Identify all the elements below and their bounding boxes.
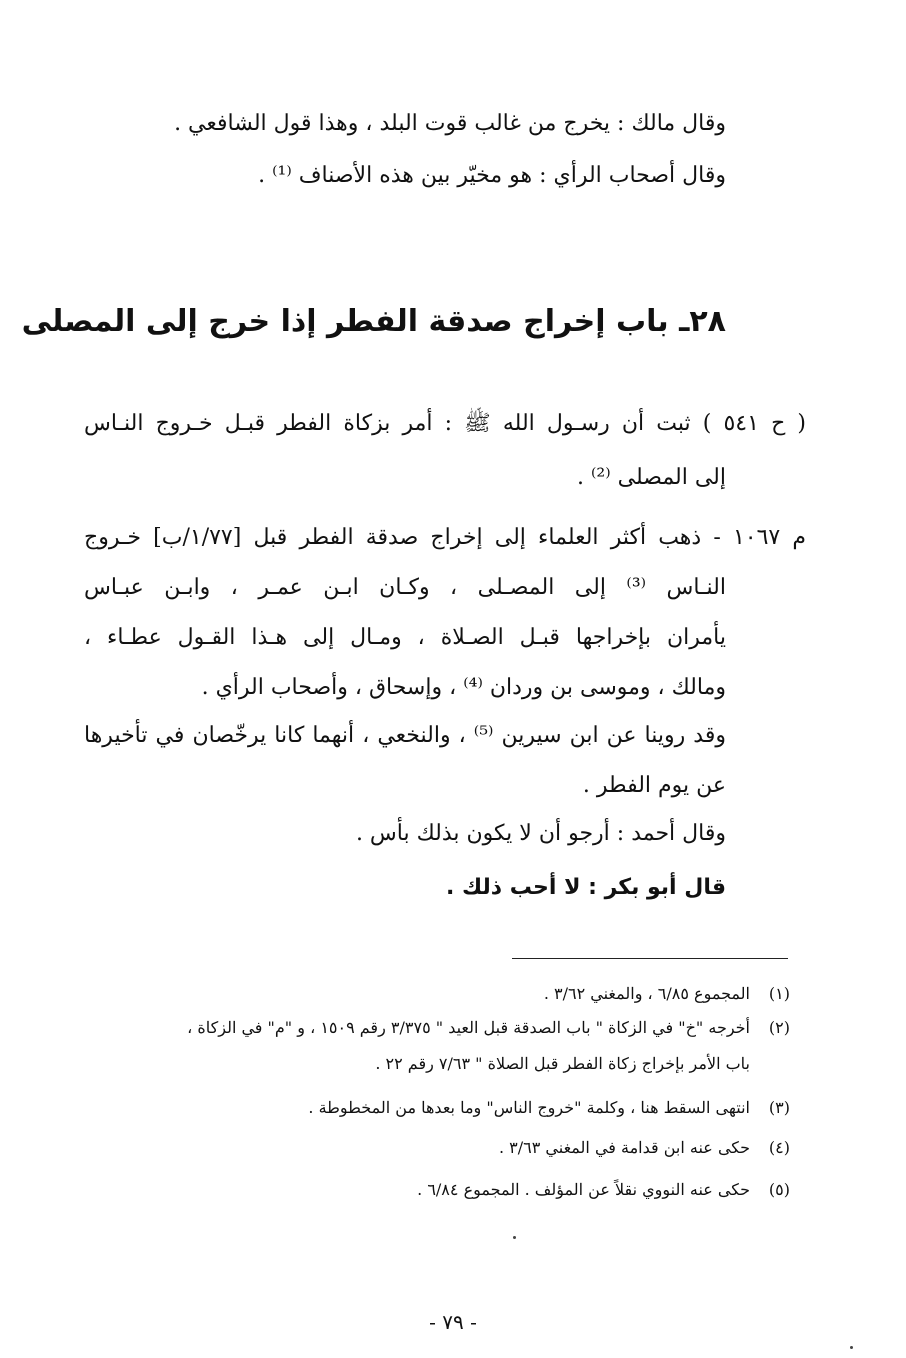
footnote bbox=[417, 1178, 790, 1202]
hadith-line: إلى المصلى ⁽²⁾ . bbox=[577, 465, 726, 490]
footnote-text: حكى عنه النووي نقلاً عن المؤلف . المجموع ٦/٨٤ . bbox=[417, 1180, 750, 1199]
footnote-text: أخرجه "خ" في الزكاة " باب الصدقة قبل العيد " ٣/٣٧٥ رقم ١٥٠٩ ، و "م" في الزكاة ، bbox=[187, 1018, 750, 1037]
footnote bbox=[544, 982, 790, 1006]
chapter-heading: ٢٨ـ باب إخراج صدقة الفطر إذا خرج إلى المصلى bbox=[21, 304, 726, 339]
masala-line: النـاس ⁽³⁾ إلى المصـلى ، وكـان ابـن عمـر ، وابـن عبـاس bbox=[84, 575, 726, 600]
footnote bbox=[308, 1096, 790, 1120]
masala-line: يأمران بإخراجها قبـل الصـلاة ، ومـال إلى هـذا القـول عطـاء ، bbox=[84, 625, 726, 650]
scan-speck bbox=[850, 1346, 853, 1349]
footnote-text: حكى عنه ابن قدامة في المغني ٣/٦٣ . bbox=[498, 1138, 750, 1157]
footnote-text: المجموع ٦/٨٥ ، والمغني ٣/٦٢ . bbox=[543, 984, 750, 1003]
footnote bbox=[375, 1052, 750, 1076]
text-line: وقال أصحاب الرأي : هو مخيّر بين هذه الأصناف ⁽¹⁾ . bbox=[258, 163, 726, 188]
hadith-line: ( ح ٥٤١ ) ثبت أن رسـول الله ﷺ : أمر بزكاة الفطر قبـل خـروج النـاس bbox=[84, 411, 806, 436]
footnote-number: (٣) bbox=[768, 1098, 790, 1117]
footnote bbox=[187, 1016, 790, 1040]
masala-line: قال أبو بكر : لا أحب ذلك . bbox=[446, 875, 726, 900]
text-line: وقال مالك : يخرج من غالب قوت البلد ، وهذا قول الشافعي . bbox=[174, 111, 726, 136]
footnote-number: (٢) bbox=[768, 1018, 790, 1037]
footnote bbox=[499, 1136, 790, 1160]
masala-line: ومالك ، وموسى بن وردان ⁽⁴⁾ ، وإسحاق ، وأصحاب الرأي . bbox=[201, 675, 726, 700]
scan-speck bbox=[513, 1236, 516, 1239]
masala-line: وقال أحمد : أرجو أن لا يكون بذلك بأس . bbox=[355, 821, 726, 846]
footnote-separator bbox=[512, 958, 788, 959]
masala-line: وقد روينا عن ابن سيرين ⁽⁵⁾ ، والنخعي ، أنهما كانا يرخّصان في تأخيرها bbox=[84, 723, 726, 748]
footnote-number: (١) bbox=[768, 984, 790, 1003]
footnote-text: انتهى السقط هنا ، وكلمة "خروج الناس" وما بعدها من المخطوطة . bbox=[308, 1098, 750, 1117]
page-number: - ٧٩ - bbox=[429, 1310, 477, 1334]
footnote-number: (٥) bbox=[768, 1180, 790, 1199]
footnote-number: (٤) bbox=[768, 1138, 790, 1157]
masala-line: عن يوم الفطر . bbox=[582, 773, 726, 798]
footnote-text: باب الأمر بإخراج زكاة الفطر قبل الصلاة " ٧/٦٣ رقم ٢٢ . bbox=[375, 1054, 750, 1073]
masala-line: م ١٠٦٧ - ذهب أكثر العلماء إلى إخراج صدقة الفطر قبل [١/٧٧/ب] خـروج bbox=[84, 525, 806, 550]
